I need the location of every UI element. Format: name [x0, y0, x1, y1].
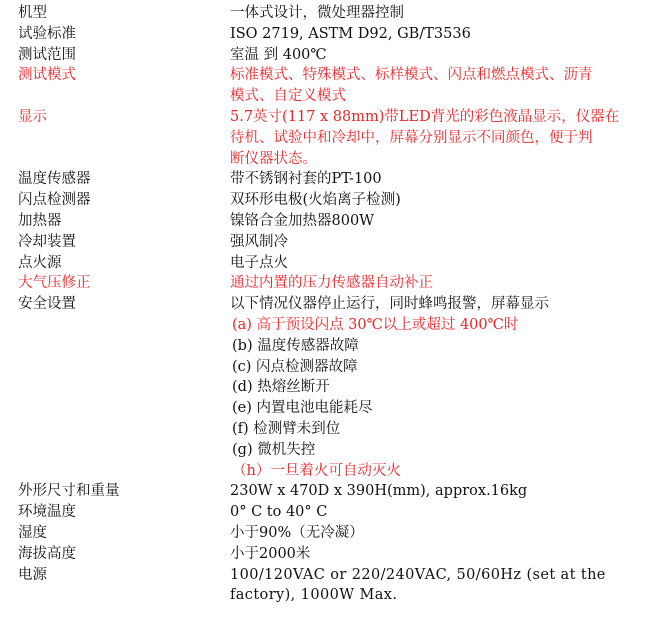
value-test-standard — [230, 24, 638, 45]
label-heater: 加热器 — [18, 212, 62, 229]
safety-item-h: （h）一旦着火可自动灭火 — [232, 462, 401, 479]
label-power: 电源 — [18, 566, 47, 583]
row-test-standard — [18, 24, 638, 45]
value-line: 镍铬合金加热器800W — [230, 212, 375, 229]
label-humidity: 湿度 — [18, 524, 47, 541]
value-line: 0° C to 40° C — [230, 504, 328, 521]
row-test-modes — [18, 65, 638, 107]
row-cooling — [18, 232, 638, 253]
label-safety: 安全设置 — [18, 296, 76, 313]
label-test-modes: 测试模式 — [18, 67, 76, 84]
safety-item-e: (e) 内置电池电能耗尽 — [232, 400, 373, 417]
value-model — [230, 3, 638, 24]
value-ignition — [230, 253, 638, 274]
value-line: 小于2000米 — [230, 545, 311, 562]
value-safety — [230, 294, 638, 481]
value-pressure-correction — [230, 273, 638, 294]
row-humidity — [18, 523, 638, 544]
label-test-standard: 试验标准 — [18, 25, 76, 42]
value-altitude — [230, 544, 638, 565]
value-line: ISO 2719, ASTM D92, GB/T3536 — [230, 25, 471, 42]
label-dimensions: 外形尺寸和重量 — [18, 483, 120, 500]
spec-table — [18, 3, 638, 606]
value-line: 模式、自定义模式 — [230, 88, 346, 105]
row-ignition — [18, 253, 638, 274]
value-line: 断仪器状态。 — [230, 150, 317, 167]
value-line: 一体式设计，微处理器控制 — [230, 5, 404, 21]
row-model — [18, 3, 638, 24]
value-line: 带不锈钢衬套的PT-100 — [230, 171, 382, 188]
label-model: 机型 — [18, 5, 47, 21]
value-humidity — [230, 523, 638, 544]
value-line: 待机、试验中和冷却中，屏幕分别显示不同颜色，便于判 — [230, 129, 593, 146]
value-line: 230W x 470D x 390H(mm), approx.16kg — [230, 483, 528, 500]
label-ambient-temp: 环境温度 — [18, 504, 76, 521]
label-display: 显示 — [18, 108, 47, 125]
label-temperature-sensor: 温度传感器 — [18, 171, 91, 188]
safety-item-b: (b) 温度传感器故障 — [232, 337, 359, 354]
safety-item-g: (g) 微机失控 — [232, 441, 316, 458]
label-ignition: 点火源 — [18, 254, 62, 271]
value-flash-detector — [230, 190, 638, 211]
value-cooling — [230, 232, 638, 253]
row-ambient-temp — [18, 502, 638, 523]
row-dimensions — [18, 481, 638, 502]
label-cooling: 冷却装置 — [18, 233, 76, 250]
label-pressure-correction: 大气压修正 — [18, 275, 91, 292]
safety-item-f: (f) 检测臂未到位 — [232, 420, 341, 437]
value-line: 100/120VAC or 220/240VAC, 50/60Hz (set at the — [230, 566, 606, 583]
row-safety — [18, 294, 638, 481]
value-line: 强风制冷 — [230, 233, 288, 250]
value-display — [230, 107, 638, 169]
value-test-modes — [230, 65, 638, 107]
row-pressure-correction — [18, 273, 638, 294]
safety-item-a: (a) 高于预设闪点 30℃以上或超过 400℃时 — [232, 316, 519, 333]
row-power — [18, 565, 638, 607]
label-altitude: 海拔高度 — [18, 545, 76, 562]
row-temperature-sensor — [18, 169, 638, 190]
safety-item-c: (c) 闪点检测器故障 — [232, 358, 358, 375]
value-line: 室温 到 400℃ — [230, 46, 327, 63]
row-heater — [18, 211, 638, 232]
value-line: factory), 1000W Max. — [230, 587, 398, 604]
value-line: 通过内置的压力传感器自动补正 — [230, 275, 433, 292]
safety-item-d: (d) 热熔丝断开 — [232, 379, 330, 396]
value-power — [230, 565, 638, 607]
value-line: 双环形电极(火焰离子检测) — [230, 192, 401, 209]
value-temperature-sensor — [230, 169, 638, 190]
value-line: 标准模式、特殊模式、标样模式、闪点和燃点模式、沥青 — [230, 67, 593, 84]
row-display — [18, 107, 638, 169]
row-test-range — [18, 45, 638, 66]
value-line: 以下情况仪器停止运行，同时蜂鸣报警，屏幕显示 — [230, 296, 549, 313]
label-flash-detector: 闪点检测器 — [18, 192, 91, 209]
value-ambient-temp — [230, 502, 638, 523]
value-line: 电子点火 — [230, 254, 288, 271]
value-dimensions — [230, 481, 638, 502]
value-test-range — [230, 45, 638, 66]
label-test-range: 测试范围 — [18, 46, 76, 63]
value-heater — [230, 211, 638, 232]
row-altitude — [18, 544, 638, 565]
value-line: 小于90%（无冷凝） — [230, 524, 364, 541]
value-line: 5.7英寸(117 x 88mm)带LED背光的彩色液晶显示，仪器在 — [230, 108, 620, 125]
row-flash-detector — [18, 190, 638, 211]
